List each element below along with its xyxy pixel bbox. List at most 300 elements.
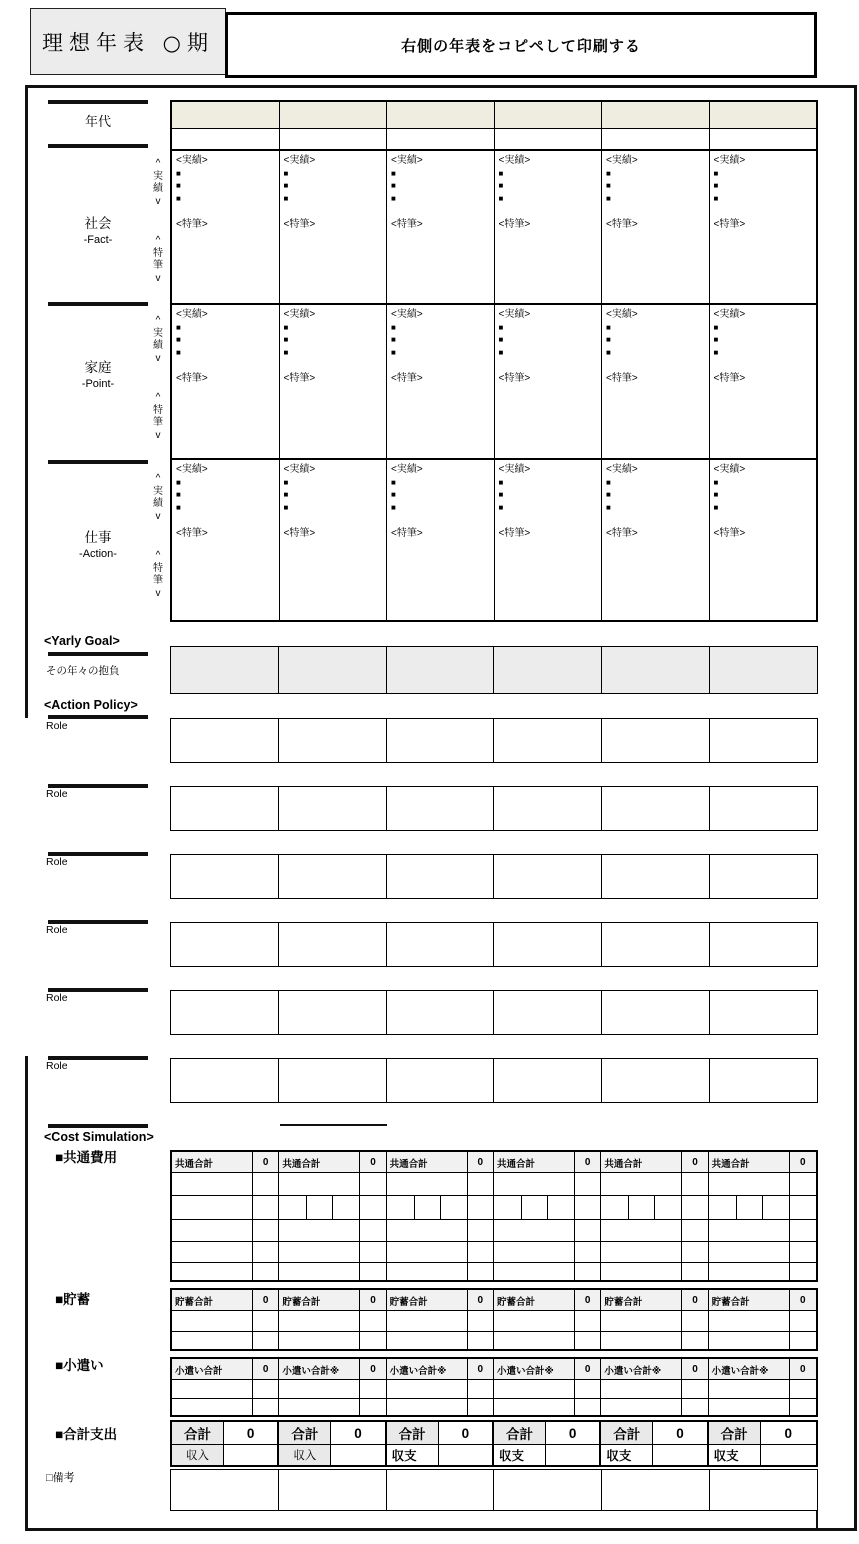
notes-cell[interactable] [279, 1470, 387, 1510]
role-cell[interactable] [279, 787, 387, 830]
common-value-cell[interactable] [253, 1220, 278, 1241]
common-value-cell[interactable] [575, 1196, 600, 1219]
role-cell[interactable] [279, 923, 387, 966]
income-value-cell[interactable] [331, 1445, 384, 1465]
balance-value-cell[interactable] [546, 1445, 599, 1465]
common-sub-cell[interactable] [655, 1196, 682, 1219]
role-row [170, 1058, 818, 1103]
notes-cell[interactable] [387, 1470, 495, 1510]
common-value-cell[interactable] [360, 1220, 385, 1241]
era-header-cell[interactable] [495, 102, 603, 128]
common-item-cell[interactable] [387, 1263, 468, 1280]
allowance-value-cell[interactable] [360, 1380, 385, 1398]
family-cell[interactable] [602, 305, 710, 458]
common-item-cell[interactable] [601, 1220, 682, 1241]
role-cell[interactable] [387, 923, 495, 966]
jisseki-tag: <実績> [391, 155, 423, 166]
common-total-value[interactable]: 0 [575, 1152, 600, 1172]
era-header-cell[interactable] [710, 102, 817, 128]
role-row [170, 990, 818, 1035]
family-cell[interactable] [387, 305, 495, 458]
allowance-item-cell[interactable] [601, 1380, 682, 1398]
family-cell[interactable] [280, 305, 388, 458]
allowance-item-cell[interactable] [279, 1380, 360, 1398]
vlabel-char: ^ [155, 473, 161, 484]
savings-total-block [387, 1290, 494, 1310]
common-total-value[interactable]: 0 [253, 1152, 278, 1172]
common-sub-cell[interactable] [763, 1196, 790, 1219]
common-item-cell[interactable] [172, 1196, 253, 1219]
common-total-label: 共通合計 [172, 1152, 253, 1172]
jisseki-tag: <実績> [176, 464, 208, 475]
savings-item-cell[interactable] [709, 1332, 790, 1349]
common-value-cell[interactable] [360, 1196, 385, 1219]
role-cell[interactable] [602, 787, 710, 830]
common-sub-cell[interactable] [333, 1196, 360, 1219]
common-value-cell[interactable] [468, 1196, 493, 1219]
bullet: ■ [283, 322, 289, 332]
vertical-label-jisseki [149, 315, 167, 365]
row-sublabel-point: -Point- [81, 378, 115, 390]
role-cell[interactable] [602, 991, 710, 1034]
goal-cell[interactable] [494, 647, 602, 693]
allowance-item-block [709, 1399, 816, 1415]
savings-value-cell[interactable] [468, 1311, 493, 1331]
common-value-cell[interactable] [682, 1263, 707, 1280]
role-cell[interactable] [494, 787, 602, 830]
savings-item-cell[interactable] [172, 1332, 253, 1349]
vertical-label-jisseki [149, 473, 167, 523]
allowance-item-row [172, 1380, 816, 1399]
role-cell[interactable] [279, 855, 387, 898]
allowance-item-cell[interactable] [387, 1380, 468, 1398]
allowance-value-cell[interactable] [575, 1399, 600, 1415]
allowance-value-cell[interactable] [468, 1380, 493, 1398]
allowance-item-cell[interactable] [709, 1380, 790, 1398]
common-item-cell[interactable] [387, 1220, 468, 1241]
common-value-cell[interactable] [360, 1173, 385, 1195]
common-cost-label: ■共通費用 [55, 1150, 118, 1165]
role-cell[interactable] [602, 1059, 710, 1102]
common-item-row [172, 1263, 816, 1280]
grand-total-block [172, 1422, 279, 1444]
savings-item-cell[interactable] [279, 1311, 360, 1331]
savings-value-cell[interactable] [790, 1311, 816, 1331]
savings-value-cell[interactable] [253, 1311, 278, 1331]
stray-line [280, 1124, 387, 1126]
savings-total-block [172, 1290, 279, 1310]
common-value-cell[interactable] [790, 1173, 816, 1195]
common-total-value[interactable]: 0 [790, 1152, 816, 1172]
sheet-title-box [30, 8, 226, 75]
bullet: ■ [283, 193, 289, 203]
common-item-cell[interactable] [172, 1263, 253, 1280]
savings-value-cell[interactable] [682, 1311, 707, 1331]
savings-total-value[interactable]: 0 [575, 1290, 600, 1310]
grand-total-label: 合計 [279, 1422, 331, 1444]
savings-total-value[interactable]: 0 [468, 1290, 493, 1310]
grand-total-value[interactable]: 0 [354, 1425, 362, 1441]
savings-total-value[interactable]: 0 [253, 1290, 278, 1310]
era-value-cell[interactable] [710, 129, 817, 149]
bullet: ■ [176, 322, 181, 332]
role-cell[interactable] [710, 1059, 817, 1102]
bullet: ■ [498, 193, 504, 203]
savings-item-cell[interactable] [601, 1332, 682, 1349]
savings-value-cell[interactable] [790, 1332, 816, 1349]
family-cell[interactable] [172, 305, 280, 458]
common-sub-cell[interactable] [737, 1196, 763, 1219]
role-cell[interactable] [387, 787, 495, 830]
family-cell[interactable] [495, 305, 603, 458]
era-header-cell[interactable] [602, 102, 710, 128]
vlabel-char: 績 [153, 183, 163, 194]
role-cell[interactable] [494, 991, 602, 1034]
common-value-cell[interactable] [253, 1173, 278, 1195]
allowance-value-cell[interactable] [253, 1380, 278, 1398]
work-cell[interactable] [172, 460, 280, 620]
common-sub-cell[interactable] [629, 1196, 655, 1219]
common-item-cell[interactable] [387, 1173, 468, 1195]
common-value-cell[interactable] [682, 1173, 707, 1195]
savings-item-cell[interactable] [387, 1311, 468, 1331]
allowance-total-value[interactable]: 0 [575, 1359, 600, 1379]
common-item-cell[interactable] [279, 1242, 360, 1262]
allowance-value-cell[interactable] [253, 1399, 278, 1415]
allowance-item-block [279, 1399, 386, 1415]
work-cell[interactable] [710, 460, 817, 620]
allowance-item-cell[interactable] [172, 1380, 253, 1398]
common-value-cell[interactable] [468, 1173, 493, 1195]
grand-total-value[interactable]: 0 [246, 1425, 255, 1441]
goal-cell[interactable] [387, 647, 495, 693]
common-sub-cell[interactable] [548, 1196, 575, 1219]
role-cell[interactable] [279, 991, 387, 1034]
common-total-value[interactable]: 0 [360, 1152, 385, 1172]
era-value-cell[interactable] [280, 129, 388, 149]
notes-cell[interactable] [171, 1470, 279, 1510]
common-item-cell[interactable] [387, 1242, 468, 1262]
savings-value-cell[interactable] [682, 1332, 707, 1349]
common-value-cell[interactable] [790, 1220, 816, 1241]
common-sub-cell[interactable] [601, 1196, 629, 1219]
role-cell[interactable] [494, 719, 602, 762]
common-header-row [172, 1152, 816, 1173]
role-cell[interactable] [387, 1059, 495, 1102]
income-value-cell[interactable] [224, 1445, 277, 1465]
common-item-cell[interactable] [172, 1220, 253, 1241]
era-value-cell[interactable] [495, 129, 603, 149]
allowance-value-cell[interactable] [790, 1399, 816, 1415]
allowance-item-cell[interactable] [601, 1399, 682, 1415]
role-cell[interactable] [710, 855, 817, 898]
common-total-value[interactable]: 0 [468, 1152, 493, 1172]
common-value-cell[interactable] [253, 1242, 278, 1262]
savings-item-cell[interactable] [709, 1311, 790, 1331]
common-item-block-sub [279, 1196, 386, 1219]
common-value-cell[interactable] [575, 1242, 600, 1262]
common-item-block-sub [601, 1196, 708, 1219]
role-cell[interactable] [710, 787, 817, 830]
common-item-cell[interactable] [709, 1220, 790, 1241]
common-value-cell[interactable] [575, 1173, 600, 1195]
bullet: ■ [283, 502, 289, 512]
tokuhitsu-tag: <特筆> [713, 373, 746, 384]
bullet: ■ [391, 168, 396, 178]
allowance-item-cell[interactable] [172, 1399, 253, 1415]
role-cell[interactable] [171, 923, 279, 966]
savings-item-cell[interactable] [279, 1332, 360, 1349]
savings-item-cell[interactable] [387, 1332, 468, 1349]
allowance-item-cell[interactable] [494, 1399, 575, 1415]
bullet: ■ [176, 335, 181, 344]
tokuhitsu-tag: <特筆> [391, 219, 423, 230]
grand-total-value[interactable]: 0 [784, 1425, 793, 1441]
era-header-cell[interactable] [280, 102, 388, 128]
common-value-cell[interactable] [468, 1242, 493, 1262]
common-sub-cell[interactable] [387, 1196, 415, 1219]
role-cell[interactable] [494, 1059, 602, 1102]
grand-total-value[interactable]: 0 [568, 1425, 577, 1441]
common-value-cell[interactable] [790, 1263, 816, 1280]
society-cell[interactable] [495, 151, 603, 303]
balance-value-cell[interactable] [761, 1445, 816, 1465]
savings-value-cell[interactable] [360, 1332, 385, 1349]
balance-value-cell[interactable] [653, 1445, 706, 1465]
allowance-total-value[interactable]: 0 [253, 1359, 278, 1379]
common-item-row [172, 1173, 816, 1196]
common-item-block [387, 1242, 494, 1262]
goal-cell[interactable] [279, 647, 387, 693]
common-item-cell[interactable] [601, 1173, 682, 1195]
common-sub-cell[interactable] [415, 1196, 441, 1219]
allowance-item-cell[interactable] [279, 1399, 360, 1415]
common-item-cell[interactable] [601, 1263, 682, 1280]
common-sub-cell[interactable] [709, 1196, 737, 1219]
role-cell[interactable] [279, 1059, 387, 1102]
savings-total-label: 貯蓄合計 [387, 1290, 468, 1310]
jisseki-tag: <実績> [283, 309, 316, 320]
role-cell[interactable] [710, 719, 817, 762]
allowance-item-block [709, 1380, 816, 1398]
savings-item-cell[interactable] [601, 1311, 682, 1331]
allowance-item-cell[interactable] [709, 1399, 790, 1415]
common-item-cell[interactable] [279, 1263, 360, 1280]
savings-value-cell[interactable] [575, 1332, 600, 1349]
divider-line [48, 302, 148, 306]
role-cell[interactable] [710, 991, 817, 1034]
savings-item-cell[interactable] [494, 1332, 575, 1349]
role-cell[interactable] [710, 923, 817, 966]
allowance-total-value[interactable]: 0 [360, 1359, 385, 1379]
common-item-cell[interactable] [172, 1173, 253, 1195]
society-cell[interactable] [387, 151, 495, 303]
role-cell[interactable] [171, 1059, 279, 1102]
savings-total-label: 貯蓄合計 [279, 1290, 360, 1310]
common-value-cell[interactable] [790, 1242, 816, 1262]
common-value-cell[interactable] [253, 1196, 278, 1219]
work-cell[interactable] [280, 460, 388, 620]
notes-cell[interactable] [494, 1470, 602, 1510]
vlabel-char: ^ [155, 392, 161, 403]
bullet: ■ [176, 168, 181, 178]
common-item-cell[interactable] [494, 1173, 575, 1195]
common-item-cell[interactable] [709, 1173, 790, 1195]
common-value-cell[interactable] [575, 1220, 600, 1241]
allowance-total-value[interactable]: 0 [468, 1359, 493, 1379]
common-value-cell[interactable] [468, 1263, 493, 1280]
role-cell[interactable] [602, 923, 710, 966]
common-sub-cell[interactable] [279, 1196, 307, 1219]
savings-value-cell[interactable] [468, 1332, 493, 1349]
allowance-value-cell[interactable] [790, 1380, 816, 1398]
savings-value-cell[interactable] [360, 1311, 385, 1331]
savings-total-value[interactable]: 0 [790, 1290, 816, 1310]
role-cell[interactable] [494, 855, 602, 898]
jisseki-tag: <実績> [391, 464, 423, 475]
common-item-block [172, 1242, 279, 1262]
common-item-cell[interactable] [279, 1173, 360, 1195]
bullet: ■ [713, 477, 719, 487]
society-cell[interactable] [602, 151, 710, 303]
role-cell[interactable] [494, 923, 602, 966]
balance-value-cell[interactable] [439, 1445, 492, 1465]
bullet: ■ [606, 502, 611, 512]
savings-value-cell[interactable] [253, 1332, 278, 1349]
savings-header-row [172, 1290, 816, 1311]
family-cell[interactable] [710, 305, 817, 458]
work-cell[interactable] [387, 460, 495, 620]
savings-total-value[interactable]: 0 [360, 1290, 385, 1310]
income-balance-row [172, 1445, 816, 1465]
allowance-item-cell[interactable] [494, 1380, 575, 1398]
common-item-cell[interactable] [494, 1263, 575, 1280]
allowance-item-block [601, 1380, 708, 1398]
role-cell[interactable] [171, 991, 279, 1034]
allowance-item-cell[interactable] [387, 1399, 468, 1415]
allowance-total-value[interactable]: 0 [790, 1359, 816, 1379]
common-sub-cell[interactable] [494, 1196, 522, 1219]
work-cell[interactable] [495, 460, 603, 620]
common-value-cell[interactable] [468, 1220, 493, 1241]
savings-total-value[interactable]: 0 [682, 1290, 707, 1310]
allowance-total-note-label: 小遣い合計※ [387, 1359, 468, 1379]
society-cell[interactable] [710, 151, 817, 303]
allowance-value-cell[interactable] [468, 1399, 493, 1415]
common-value-cell[interactable] [575, 1263, 600, 1280]
bullet: ■ [498, 322, 504, 332]
grand-total-label: 合計 [494, 1422, 546, 1444]
allowance-value-cell[interactable] [682, 1380, 707, 1398]
bullet: ■ [176, 193, 181, 203]
common-item-cell[interactable] [709, 1263, 790, 1280]
common-item-block [172, 1196, 279, 1219]
common-value-cell[interactable] [360, 1263, 385, 1280]
work-cell[interactable] [602, 460, 710, 620]
common-value-cell[interactable] [360, 1242, 385, 1262]
era-header-cell[interactable] [172, 102, 280, 128]
vlabel-char: v [155, 587, 161, 599]
common-sub-cell[interactable] [441, 1196, 468, 1219]
role-cell[interactable] [602, 719, 710, 762]
common-total-value[interactable]: 0 [682, 1152, 707, 1172]
common-value-cell[interactable] [790, 1196, 816, 1219]
savings-item-block [709, 1311, 816, 1331]
common-item-cell[interactable] [279, 1220, 360, 1241]
era-value-cell[interactable] [387, 129, 495, 149]
savings-item-cell[interactable] [172, 1311, 253, 1331]
allowance-value-cell[interactable] [682, 1399, 707, 1415]
common-item-cell[interactable] [494, 1220, 575, 1241]
savings-item-block [279, 1332, 386, 1349]
role-cell[interactable] [387, 855, 495, 898]
society-row [172, 151, 816, 305]
common-item-cell[interactable] [709, 1242, 790, 1262]
era-value-cell[interactable] [602, 129, 710, 149]
grand-total-value[interactable]: 0 [461, 1425, 470, 1441]
role-cell[interactable] [387, 991, 495, 1034]
role-cell[interactable] [171, 855, 279, 898]
common-item-cell[interactable] [601, 1242, 682, 1262]
role-cell[interactable] [279, 719, 387, 762]
goal-cell[interactable] [710, 647, 817, 693]
goal-cell[interactable] [171, 647, 279, 693]
savings-item-block [387, 1311, 494, 1331]
savings-item-row [172, 1311, 816, 1332]
common-value-cell[interactable] [682, 1196, 707, 1219]
divider-line [48, 460, 148, 464]
savings-item-cell[interactable] [494, 1311, 575, 1331]
notes-cell[interactable] [710, 1470, 817, 1510]
era-header-cell[interactable] [387, 102, 495, 128]
common-item-cell[interactable] [494, 1242, 575, 1262]
common-sub-cell[interactable] [522, 1196, 548, 1219]
common-value-cell[interactable] [253, 1263, 278, 1280]
savings-item-block [172, 1311, 279, 1331]
savings-total-label: 貯蓄合計 [709, 1290, 790, 1310]
notes-cell[interactable] [602, 1470, 710, 1510]
era-value-cell[interactable] [172, 129, 280, 149]
common-item-block [601, 1263, 708, 1280]
vlabel-char: v [155, 352, 161, 364]
role-cell[interactable] [387, 719, 495, 762]
cost-simulation-heading: <Cost Simulation> [44, 1130, 154, 1144]
common-sub-cell[interactable] [307, 1196, 333, 1219]
common-value-cell[interactable] [682, 1242, 707, 1262]
bullet: ■ [606, 181, 611, 190]
tokuhitsu-tag: <特筆> [713, 528, 746, 539]
role-label: Role [46, 720, 68, 732]
role-cell[interactable] [171, 787, 279, 830]
allowance-value-cell[interactable] [360, 1399, 385, 1415]
role-row [170, 786, 818, 831]
common-item-cell[interactable] [172, 1242, 253, 1262]
grand-total-value[interactable]: 0 [676, 1425, 684, 1441]
allowance-total-value[interactable]: 0 [682, 1359, 707, 1379]
common-item-block [279, 1242, 386, 1262]
role-cell[interactable] [602, 855, 710, 898]
society-cell[interactable] [280, 151, 388, 303]
tokuhitsu-tag: <特筆> [391, 528, 423, 539]
society-cell[interactable] [172, 151, 280, 303]
allowance-value-cell[interactable] [575, 1380, 600, 1398]
goal-cell[interactable] [602, 647, 710, 693]
bullet: ■ [606, 335, 611, 344]
savings-value-cell[interactable] [575, 1311, 600, 1331]
sheet-title: 理想年表 ○期 [42, 30, 214, 55]
role-cell[interactable] [171, 719, 279, 762]
common-value-cell[interactable] [682, 1220, 707, 1241]
